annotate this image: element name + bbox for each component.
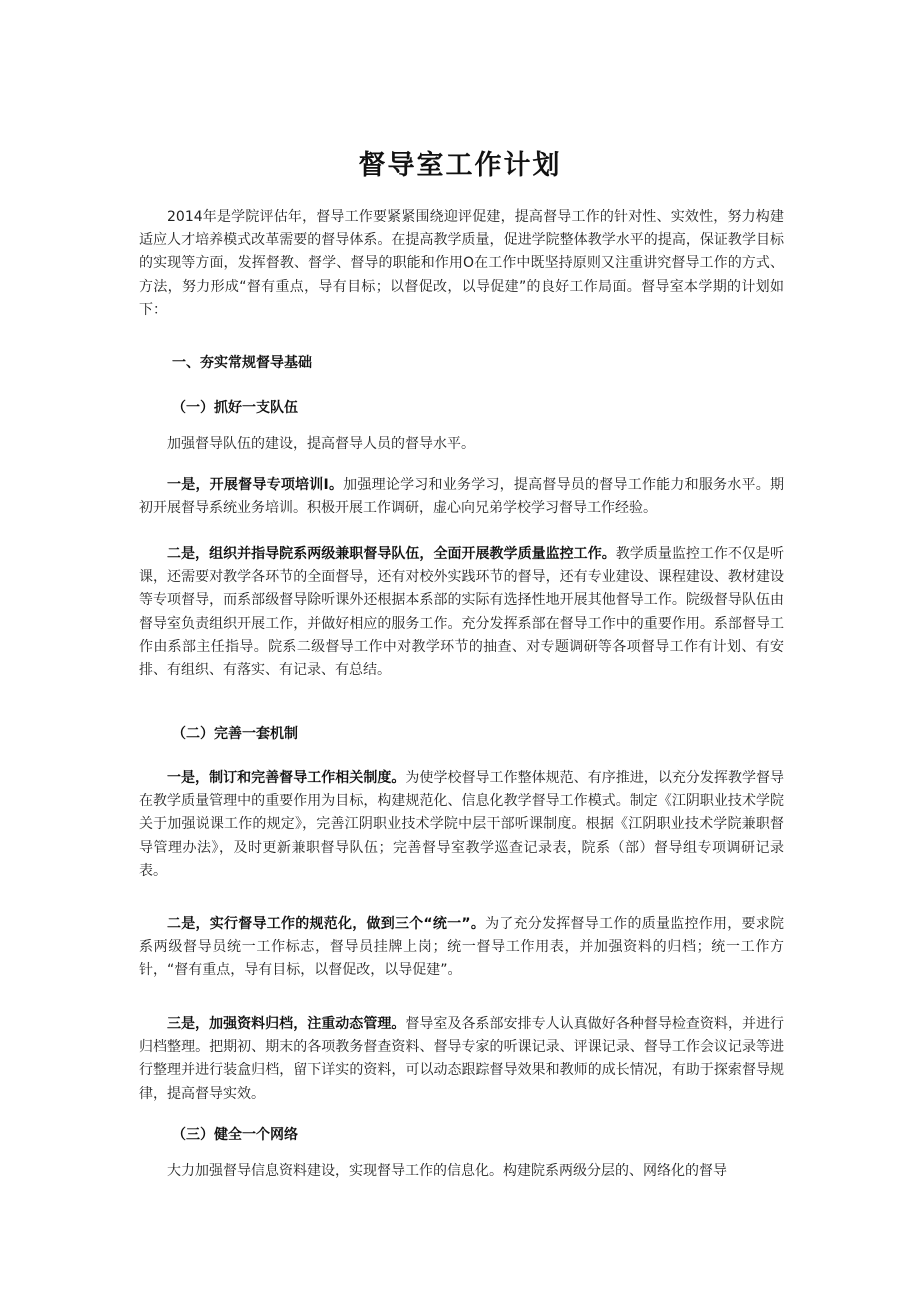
document-title: 督导室工作计划	[358, 150, 562, 181]
subsection-2-item-1	[139, 767, 784, 883]
item-text: 加强理论学习和业务学习，提高督导员的督导工作能力和服务水平。期初开展督导系统业务培训。积极开展工作调研，虚心向兄弟学校学习督导工作经验。	[139, 477, 784, 517]
subsection-1-intro: 加强督导队伍的建设，提高督导人员的督导水平。	[167, 436, 475, 452]
item-text: 督导室及各系部安排专人认真做好各种督导检查资料，并进行归档整理。把期初、期末的各项教务督查资料、督导专家的听课记录、评课记录、督导工作会议记录等进行整理并进行装盒归档，留下详实的资料，可以动态跟踪督导效果和教师的成长情况，有助于探索督导规律，提高督导实效。	[139, 1016, 785, 1102]
item-lead: 二是，组织并指导院系两级兼职督导队伍，全面开展教学质量监控工作。	[167, 546, 616, 562]
subsection-1-item-2	[139, 543, 784, 682]
subsection-2-item-3	[139, 1013, 784, 1106]
intro-paragraph: 2014年是学院评估年，督导工作要紧紧围绕迎评促建，提高督导工作的针对性、实效性，努力构建适应人才培养模式改革需要的督导体系。在提高教学质量，促进学院整体教学水平的提高，保证教学目标的实现等方面，发挥督教、督学、督导的职能和作用O在工作中既坚持原则又注重讲究督导工作的方式、方法，努力形成“督有重点，导有目标；以督促改，以导促建”的良好工作局面。督导室本学期的计划如下：	[139, 209, 784, 318]
subsection-2-item-2	[139, 913, 784, 983]
section-1-heading: 一、夯实常规督导基础	[172, 355, 312, 371]
item-text: 为使学校督导工作整体规范、有序推进，以充分发挥教学督导在教学质量管理中的重要作用为目标，构建规范化、信息化教学督导工作模式。制定《江阴职业技术学院关于加强说课工作的规定》，完善江阴职业技术学院中层干部听课制度。根据《江阴职业技术学院兼职督导管理办法》，及时更新兼职督导队伍；完善督导室教学巡查记录表，院系（部）督导组专项调研记录表。	[139, 770, 785, 879]
item-lead: 一是，制订和完善督导工作相关制度。	[167, 770, 406, 786]
subsection-1-heading: （一）抓好一支队伍	[172, 400, 298, 416]
item-lead: 二是，实行督导工作的规范化，做到三个“统一”。	[167, 916, 486, 932]
subsection-2-heading: （二）完善一套机制	[172, 726, 298, 742]
item-lead: 一是，开展督导专项培训I。	[167, 477, 344, 493]
subsection-3-heading: （三）健全一个网络	[172, 1127, 298, 1143]
item-text: 为了充分发挥督导工作的质量监控作用，要求院系两级督导员统一工作标志，督导员挂牌上岗；统一督导工作用表，并加强资料的归档；统一工作方针，“督有重点，导有目标，以督促改，以导促建”。	[139, 916, 785, 979]
subsection-3-intro: 大力加强督导信息资料建设，实现督导工作的信息化。构建院系两级分层的、网络化的督导	[167, 1163, 727, 1179]
subsection-1-item-1	[139, 474, 784, 520]
item-text: 教学质量监控工作不仅是听课，还需要对教学各环节的全面督导，还有对校外实践环节的督导，还有专业建设、课程建设、教材建设等专项督导，而系部级督导除听课外还根据本系部的实际有选择性地开展其他督导工作。院级督导队伍由督导室负责组织开展工作，并做好相应的服务工作。充分发挥系部在督导工作中的重要作用。系部督导工作由系部主任指导。院系二级督导工作中对教学环节的抽查、对专题调研等各项督导工作有计划、有安排、有组织、有落实、有记录、有总结。	[139, 546, 785, 679]
item-lead: 三是，加强资料归档，注重动态管理。	[167, 1016, 406, 1032]
